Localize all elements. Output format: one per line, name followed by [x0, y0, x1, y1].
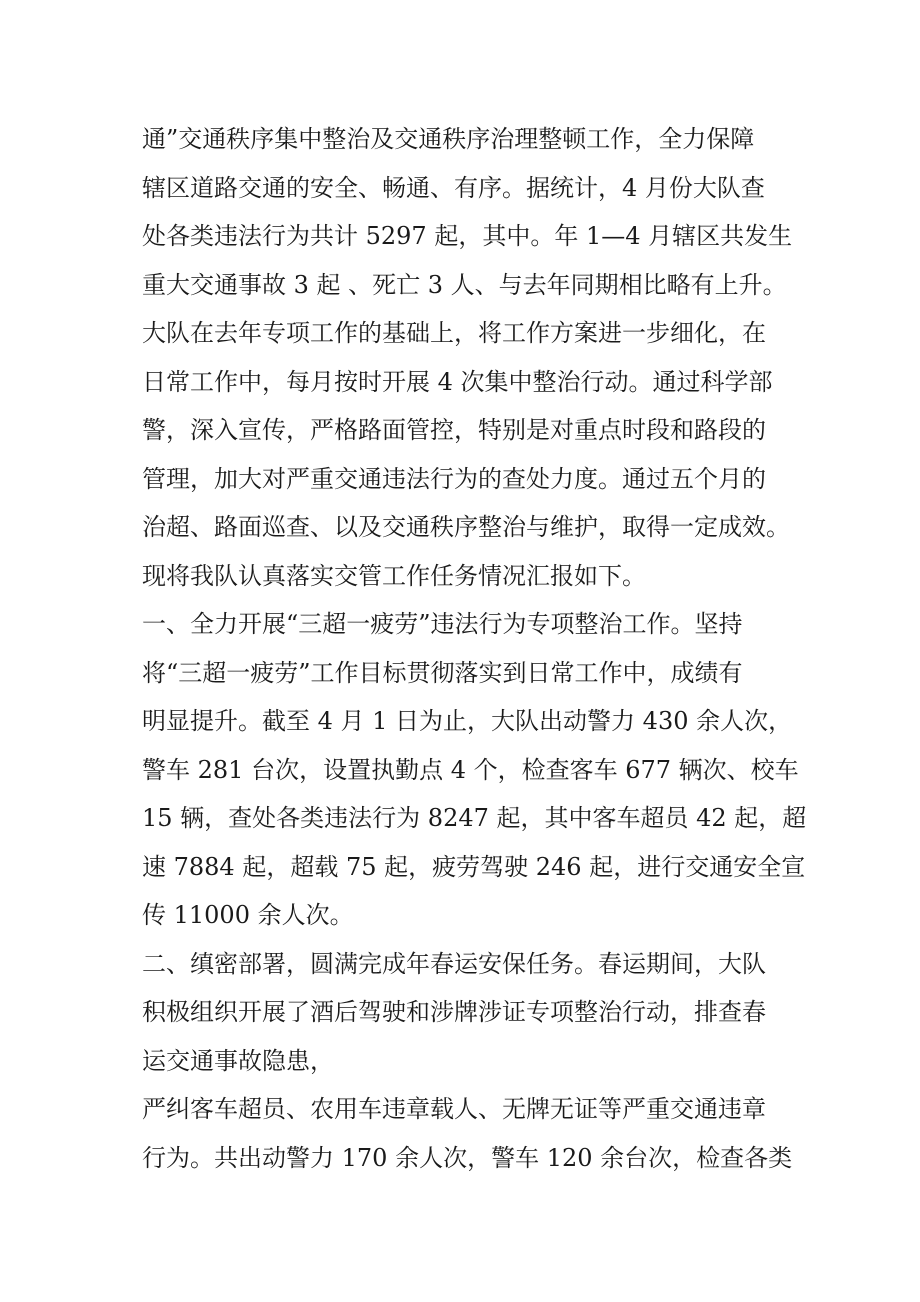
text-line-22: 行为。共出动警力 170 余人次，警车 120 余台次，检查各类: [142, 1143, 793, 1172]
text-line-13: 明显提升。截至 4 月 1 日为止，大队出动警力 430 余人次，: [142, 707, 793, 735]
text-line-14: 警车 281 台次，设置执勤点 4 个，检查客车 677 辆次、校车: [142, 755, 799, 784]
text-line-9: 治超、路面巡查、以及交通秩序整治与维护，取得一定成效。: [142, 513, 790, 541]
text-line-2: 辖区道路交通的安全、畅通、有序。据统计，4 月份大队查: [142, 173, 765, 202]
document-body: [142, 115, 822, 1182]
text-line-3: 处各类违法行为共计 5297 起，其中。年 1—4 月辖区共发生: [142, 222, 793, 250]
text-line-16: 速 7884 起，超载 75 起，疲劳驾驶 246 起，进行交通安全宣: [142, 852, 806, 881]
text-line-6: 日常工作中，每月按时开展 4 次集中整治行动。通过科学部: [142, 367, 773, 396]
text-line-21: 严纠客车超员、农用车违章载人、无牌无证等严重交通违章: [142, 1095, 766, 1123]
text-line-1: 通”交通秩序集中整治及交通秩序治理整顿工作，全力保障: [142, 125, 755, 153]
text-line-12: 将“三超一疲劳”工作目标贯彻落实到日常工作中，成绩有: [142, 658, 743, 687]
text-line-5: 大队在去年专项工作的基础上，将工作方案进一步细化，在: [142, 319, 766, 347]
text-line-19: 积极组织开展了酒后驾驶和涉牌涉证专项整治行动，排查春: [142, 998, 766, 1026]
text-line-15: 15 辆，查处各类违法行为 8247 起，其中客车超员 42 起，超: [142, 804, 807, 832]
text-line-17: 传 11000 余人次。: [142, 901, 354, 929]
text-line-18: 二、缜密部署，圆满完成年春运安保任务。春运期间，大队: [142, 949, 766, 978]
text-line-4: 重大交通事故 3 起 、死亡 3 人、与去年同期相比略有上升。: [142, 270, 787, 299]
text-line-11: 一、全力开展“三超一疲劳”违法行为专项整治工作。坚持: [142, 610, 743, 638]
text-line-8: 管理，加大对严重交通违法行为的查处力度。通过五个月的: [142, 464, 766, 493]
text-line-7: 警，深入宣传，严格路面管控，特别是对重点时段和路段的: [142, 416, 766, 444]
text-line-10: 现将我队认真落实交管工作任务情况汇报如下。: [142, 561, 646, 590]
text-line-20: 运交通事故隐患，: [142, 1046, 334, 1075]
